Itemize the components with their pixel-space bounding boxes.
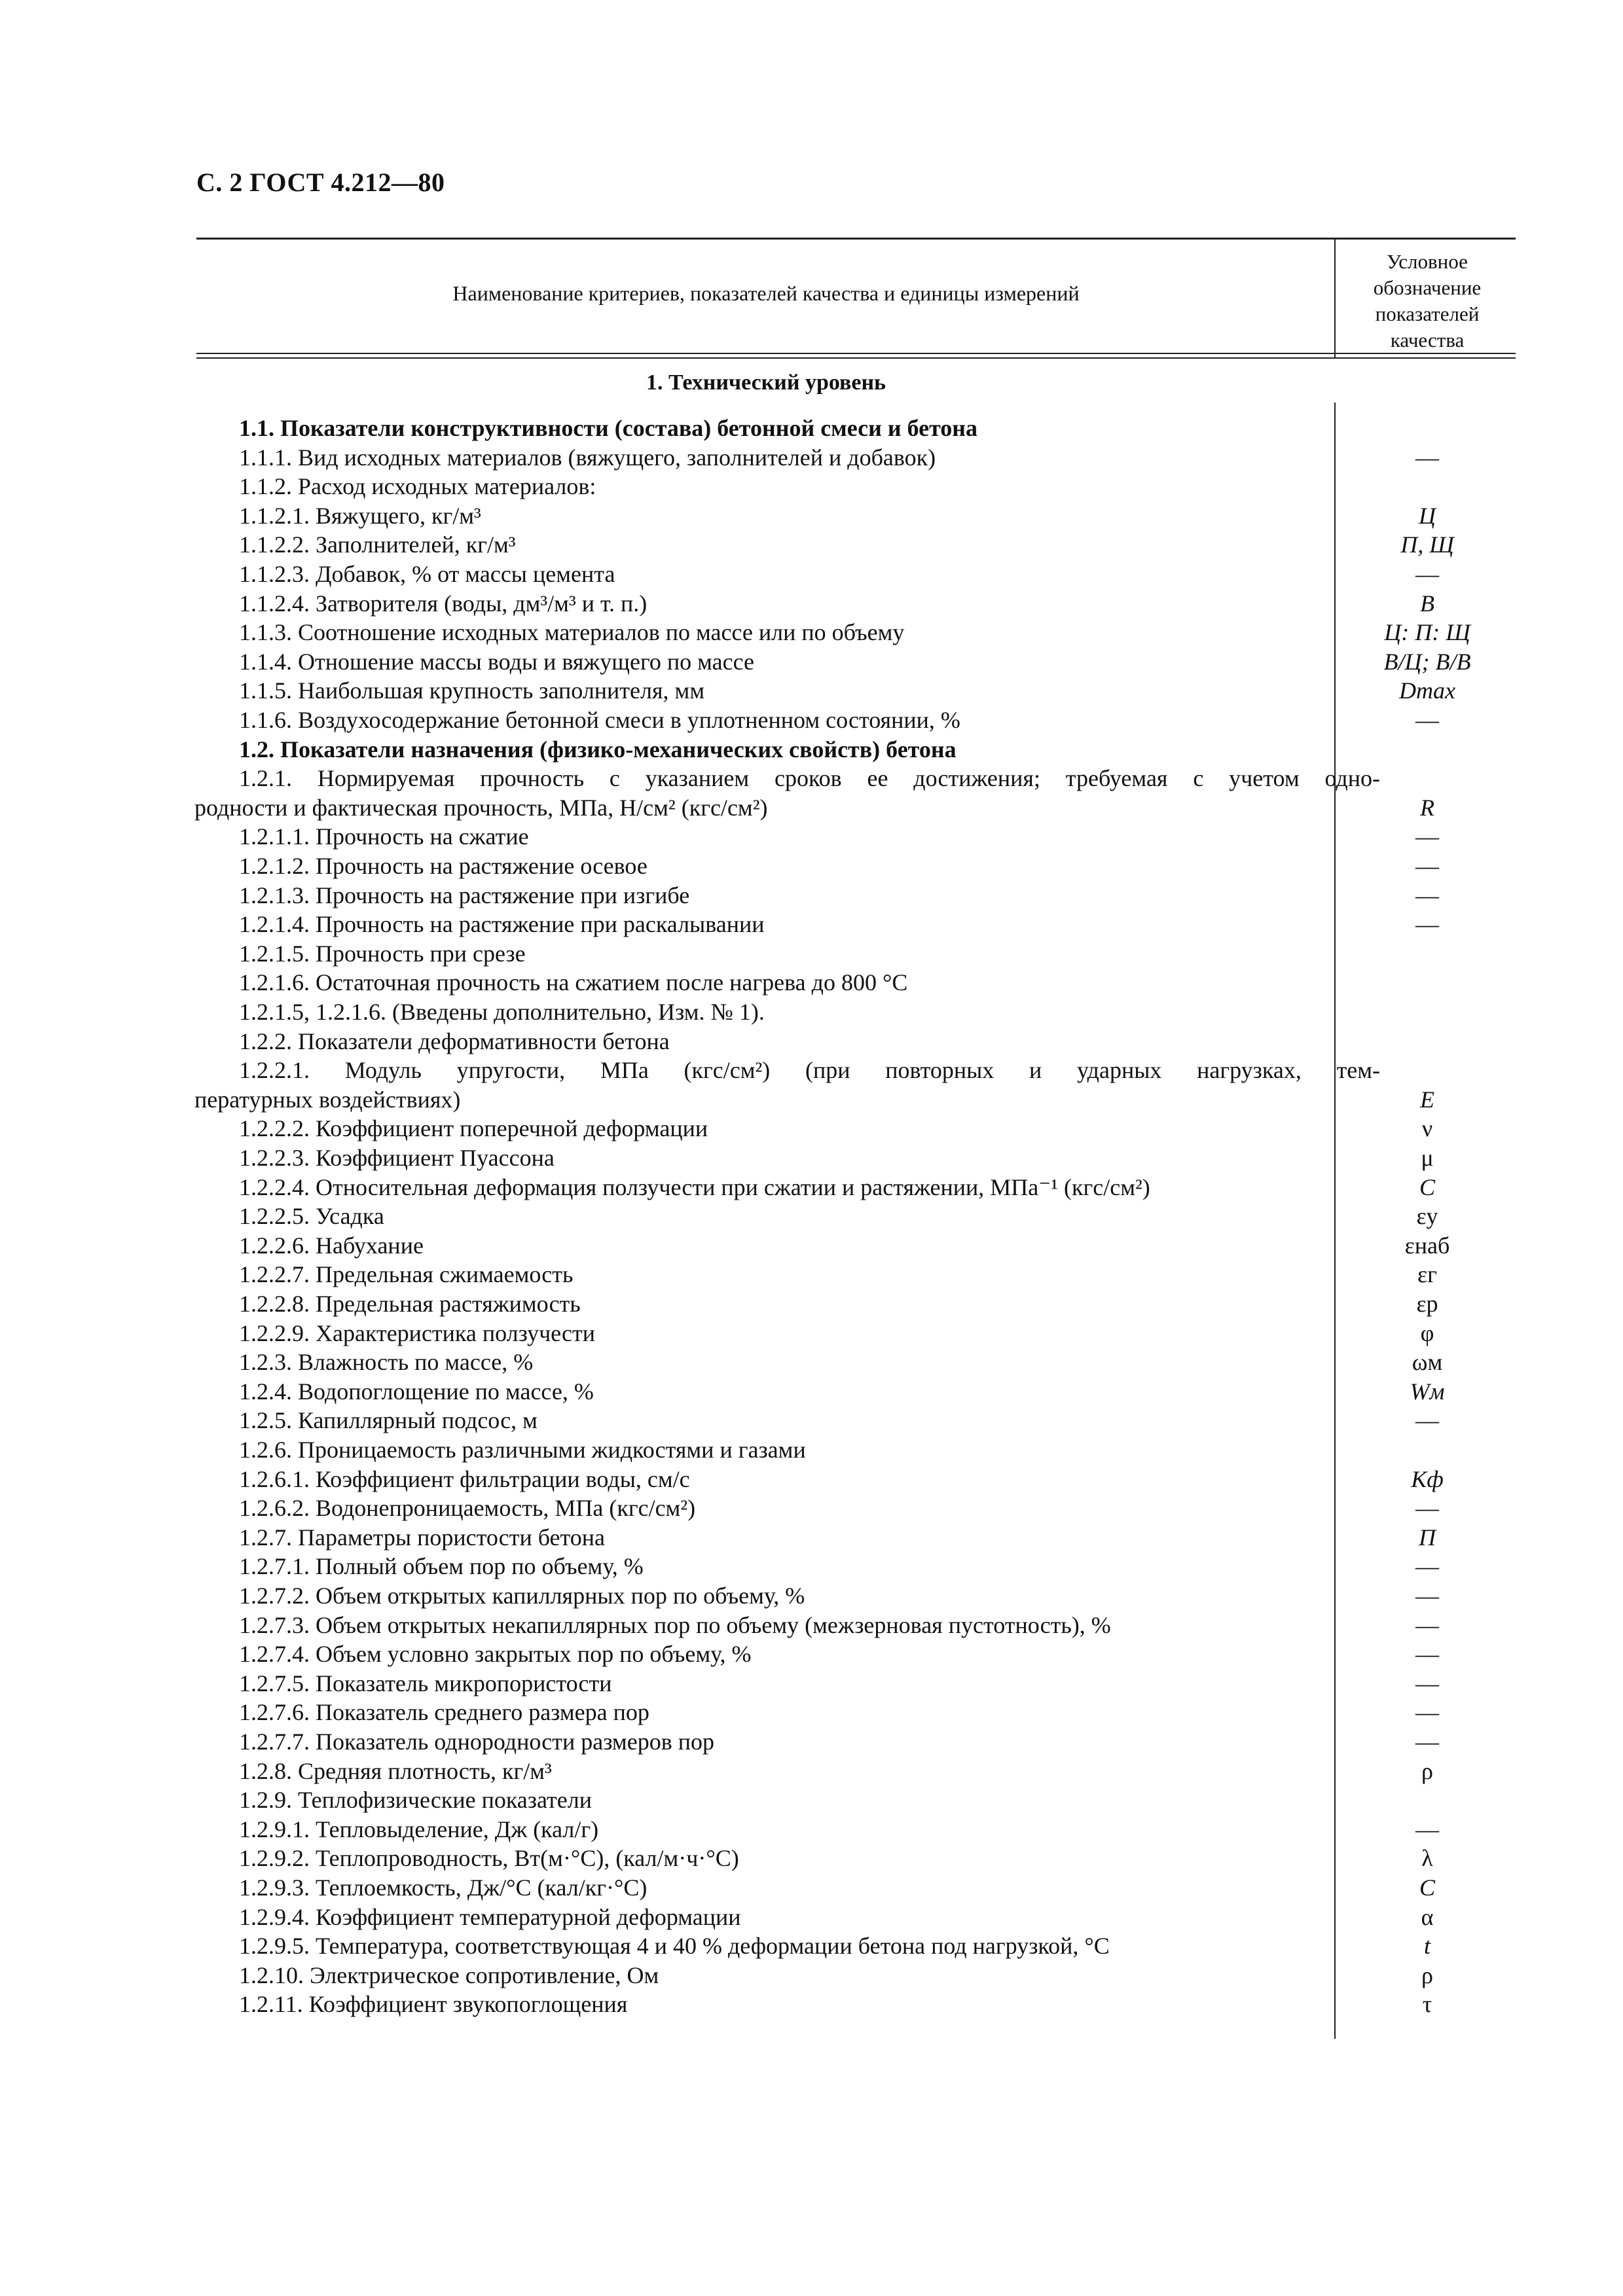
row-symbol: εг <box>1417 1261 1437 1288</box>
table-row <box>0 764 1623 793</box>
row-text: 1.2.7.4. Объем условно закрытых пор по объему, % <box>239 1641 752 1668</box>
row-symbol: В/Ц; В/В <box>1383 648 1471 675</box>
row-text: 1.1.5. Наибольшая крупность заполнителя, мм <box>239 677 705 704</box>
row-symbol: — <box>1415 1699 1439 1726</box>
table-row <box>0 1202 1623 1231</box>
row-symbol: φ <box>1420 1319 1434 1346</box>
row-text: 1.1.1. Вид исходных материалов (вяжущего, заполнителей и добавок) <box>239 444 936 471</box>
row-symbol: — <box>1415 1816 1439 1842</box>
column-header-symbol-line: Условное <box>1387 250 1468 273</box>
row-text: 1.2.7.6. Показатель среднего размера пор <box>239 1699 649 1726</box>
table-row <box>0 1114 1623 1143</box>
header-bottom-rule-2 <box>196 357 1516 359</box>
row-symbol: Dmax <box>1399 677 1455 704</box>
table-row <box>0 530 1623 560</box>
row-text: пературных воздействиях) <box>194 1086 461 1113</box>
row-text: 1.1.6. Воздухосодержание бетонной смеси в уплотненном состоянии, % <box>239 707 960 733</box>
row-text: 1.2.2.7. Предельная сжимаемость <box>239 1261 574 1288</box>
table-row <box>0 1085 1623 1115</box>
row-text: 1.2.11. Коэффициент звукопоглощения <box>239 1991 628 2018</box>
row-text: 1.2.10. Электрическое сопротивление, Ом <box>239 1962 659 1988</box>
row-text: 1.1.2.2. Заполнителей, кг/м³ <box>239 531 516 558</box>
table-row <box>0 1552 1623 1581</box>
row-text: 1.1.2.1. Вяжущего, кг/м³ <box>239 502 481 529</box>
table-row <box>0 822 1623 852</box>
table-row <box>0 589 1623 619</box>
table-row <box>0 1581 1623 1611</box>
row-symbol: εнаб <box>1404 1232 1450 1259</box>
row-text: 1.1.2.3. Добавок, % от массы цемента <box>239 561 615 587</box>
row-text: 1.2.9.3. Теплоемкость, Дж/°С (кал/кг·°С) <box>239 1874 647 1901</box>
row-symbol: — <box>1415 1641 1439 1668</box>
row-symbol: — <box>1415 1553 1439 1580</box>
table-row <box>0 443 1623 473</box>
table-row <box>0 560 1623 589</box>
row-text: 1.2. Показатели назначения (физико-механических свойств) бетона <box>239 736 957 762</box>
table-row <box>0 1173 1623 1202</box>
table-row <box>0 852 1623 881</box>
row-symbol: α <box>1421 1903 1434 1930</box>
table-row <box>0 910 1623 939</box>
row-text: 1.2.4. Водопоглощение по массе, % <box>239 1378 594 1405</box>
table-row <box>0 793 1623 823</box>
column-header-symbol-line: показателей <box>1375 302 1480 325</box>
row-symbol: — <box>1415 1495 1439 1522</box>
table-row <box>0 1990 1623 2019</box>
row-text: 1.2.2. Показатели деформативности бетона <box>239 1028 670 1054</box>
table-row <box>0 1727 1623 1757</box>
table-row <box>0 1873 1623 1903</box>
row-text: 1.2.7.3. Объем открытых некапиллярных пор по объему (межзерновая пустотность), % <box>239 1611 1111 1638</box>
row-symbol: ρ <box>1421 1962 1433 1988</box>
table-row <box>0 1260 1623 1289</box>
row-symbol: t <box>1423 1933 1431 1960</box>
row-text: 1.2.1.5. Прочность при срезе <box>239 940 526 967</box>
row-text: 1.2.9.2. Теплопроводность, Вт(м·°С), (кал/м·ч·°С) <box>239 1845 739 1872</box>
row-symbol: — <box>1415 1729 1439 1755</box>
row-symbol: — <box>1415 1583 1439 1609</box>
table-row <box>0 1377 1623 1407</box>
row-text: 1.2.9. Теплофизические показатели <box>239 1787 592 1814</box>
row-symbol: τ <box>1422 1991 1432 2018</box>
row-text: 1.2.7. Параметры пористости бетона <box>239 1524 606 1551</box>
row-text: 1.1.3. Соотношение исходных материалов по массе или по объему <box>239 619 905 646</box>
table-row <box>0 1844 1623 1873</box>
row-symbol: C <box>1419 1174 1435 1200</box>
table-row <box>0 414 1623 443</box>
row-symbol: λ <box>1421 1845 1433 1872</box>
row-symbol: — <box>1415 1670 1439 1696</box>
table-row <box>0 1348 1623 1377</box>
column-header-symbol <box>1339 249 1516 353</box>
row-text: 1.1.2.4. Затворителя (воды, дм³/м³ и т. п.) <box>239 590 647 617</box>
table-row <box>0 1611 1623 1640</box>
row-symbol: R <box>1420 794 1434 821</box>
row-text: 1.2.1.5, 1.2.1.6. (Введены дополнительно, Изм. № 1). <box>239 999 765 1025</box>
row-symbol: ν <box>1421 1115 1433 1142</box>
row-text: 1.2.2.1. Модуль упругости, МПа (кгс/см²) (при повторных и ударных нагрузках, тем- <box>239 1057 1380 1084</box>
table-row <box>0 1435 1623 1465</box>
row-text: 1.2.2.6. Набухание <box>239 1232 424 1259</box>
row-symbol: — <box>1415 1407 1439 1434</box>
row-text: 1.2.1. Нормируемая прочность с указанием сроков ее достижения; требуемая с учетом одно- <box>239 765 1380 792</box>
table-row <box>0 647 1623 677</box>
table-row <box>0 1056 1623 1085</box>
row-symbol: Ц: П: Щ <box>1384 619 1470 646</box>
row-symbol: — <box>1415 823 1439 850</box>
row-symbol: μ <box>1421 1145 1434 1171</box>
page-header: С. 2 ГОСТ 4.212—80 <box>196 168 445 197</box>
row-symbol: П <box>1419 1524 1436 1551</box>
table-row <box>0 1143 1623 1173</box>
row-symbol: εу <box>1416 1203 1438 1230</box>
row-text: 1.2.2.2. Коэффициент поперечной деформации <box>239 1115 708 1142</box>
table-row <box>0 1961 1623 1990</box>
row-symbol: — <box>1415 911 1439 938</box>
row-text: 1.2.3. Влажность по массе, % <box>239 1349 534 1376</box>
row-symbol: ρ <box>1421 1757 1433 1784</box>
row-text: 1.2.1.6. Остаточная прочность на сжатием после нагрева до 800 °С <box>239 969 908 996</box>
row-text: 1.1.4. Отношение массы воды и вяжущего по массе <box>239 648 755 675</box>
row-text: 1.2.7.1. Полный объем пор по объему, % <box>239 1553 644 1580</box>
table-row <box>0 1640 1623 1669</box>
table-row <box>0 997 1623 1027</box>
table-row <box>0 501 1623 531</box>
row-text: 1.2.1.2. Прочность на растяжение осевое <box>239 853 647 879</box>
row-symbol: — <box>1415 882 1439 908</box>
row-text: 1.2.1.1. Прочность на сжатие <box>239 823 529 850</box>
row-text: 1.2.9.1. Тепловыделение, Дж (кал/г) <box>239 1816 599 1842</box>
row-text: 1.2.2.5. Усадка <box>239 1203 384 1230</box>
row-symbol: Wм <box>1410 1378 1445 1405</box>
table-row <box>0 1523 1623 1552</box>
row-text: 1.2.1.4. Прочность на растяжение при раскалывании <box>239 911 765 938</box>
row-text: родности и фактическая прочность, МПа, Н/см² (кгс/см²) <box>194 794 768 821</box>
table-row <box>0 1757 1623 1786</box>
row-symbol: Ц <box>1419 502 1436 529</box>
column-header-symbol-line: обозначение <box>1373 276 1482 299</box>
table-row <box>0 968 1623 997</box>
row-text: 1.2.9.5. Температура, соответствующая 4 и 40 % деформации бетона под нагрузкой, °С <box>239 1933 1110 1960</box>
table-row <box>0 706 1623 735</box>
row-text: 1.2.6.1. Коэффициент фильтрации воды, см/с <box>239 1465 690 1492</box>
row-symbol: ωм <box>1412 1349 1443 1376</box>
table-row <box>0 1465 1623 1494</box>
table-row <box>0 1231 1623 1261</box>
row-text: 1.2.5. Капиллярный подсос, м <box>239 1407 538 1434</box>
table-row <box>0 1815 1623 1844</box>
row-text: 1.1.2. Расход исходных материалов: <box>239 473 596 500</box>
table-row <box>0 1289 1623 1319</box>
row-symbol: C <box>1419 1874 1435 1901</box>
row-symbol: В <box>1420 590 1434 617</box>
row-symbol: — <box>1415 1611 1439 1638</box>
row-text: 1.2.2.8. Предельная растяжимость <box>239 1291 581 1317</box>
table-top-rule <box>196 238 1516 240</box>
row-symbol: εр <box>1416 1291 1438 1317</box>
row-text: 1.2.1.3. Прочность на растяжение при изгибе <box>239 882 690 908</box>
table-row <box>0 1669 1623 1698</box>
row-text: 1.2.6.2. Водонепроницаемость, МПа (кгс/см²) <box>239 1495 696 1522</box>
table-row <box>0 618 1623 647</box>
row-text: 1.1. Показатели конструктивности (состава) бетонной смеси и бетона <box>239 415 978 441</box>
row-text: 1.2.6. Проницаемость различными жидкостями и газами <box>239 1437 806 1463</box>
row-symbol: П, Щ <box>1400 531 1454 558</box>
row-symbol: — <box>1415 444 1439 471</box>
table-row <box>0 1785 1623 1815</box>
table-row <box>0 1931 1623 1961</box>
row-text: 1.2.7.5. Показатель микропористости <box>239 1670 612 1696</box>
table-row <box>0 735 1623 764</box>
column-header-symbol-line: качества <box>1390 329 1465 351</box>
row-text: 1.2.2.3. Коэффициент Пуассона <box>239 1145 555 1171</box>
row-text: 1.2.7.7. Показатель однородности размеров пор <box>239 1729 714 1755</box>
row-symbol: — <box>1415 561 1439 587</box>
row-text: 1.2.9.4. Коэффициент температурной деформации <box>239 1903 741 1930</box>
section-title: 1. Технический уровень <box>646 370 886 395</box>
row-text: 1.2.8. Средняя плотность, кг/м³ <box>239 1757 552 1784</box>
table-row <box>0 939 1623 969</box>
table-row <box>0 1406 1623 1435</box>
row-symbol: E <box>1420 1086 1434 1113</box>
table-row <box>0 472 1623 501</box>
table-row <box>0 1027 1623 1056</box>
row-text: 1.2.2.4. Относительная деформация ползучести при сжатии и растяжении, МПа⁻¹ (кгс/см²) <box>239 1174 1150 1200</box>
table-row <box>0 881 1623 910</box>
row-text: 1.2.2.9. Характеристика ползучести <box>239 1319 596 1346</box>
row-symbol: — <box>1415 707 1439 733</box>
row-text: 1.2.7.2. Объем открытых капиллярных пор по объему, % <box>239 1583 805 1609</box>
column-header-name: Наименование критериев, показателей качества и единицы измерений <box>452 281 1080 305</box>
table-row <box>0 1494 1623 1523</box>
table-row <box>0 676 1623 706</box>
header-bottom-rule <box>196 353 1516 354</box>
table-row <box>0 1903 1623 1932</box>
row-symbol: Kф <box>1411 1465 1444 1492</box>
table-row <box>0 1319 1623 1348</box>
row-symbol: — <box>1415 853 1439 879</box>
table-row <box>0 1698 1623 1727</box>
